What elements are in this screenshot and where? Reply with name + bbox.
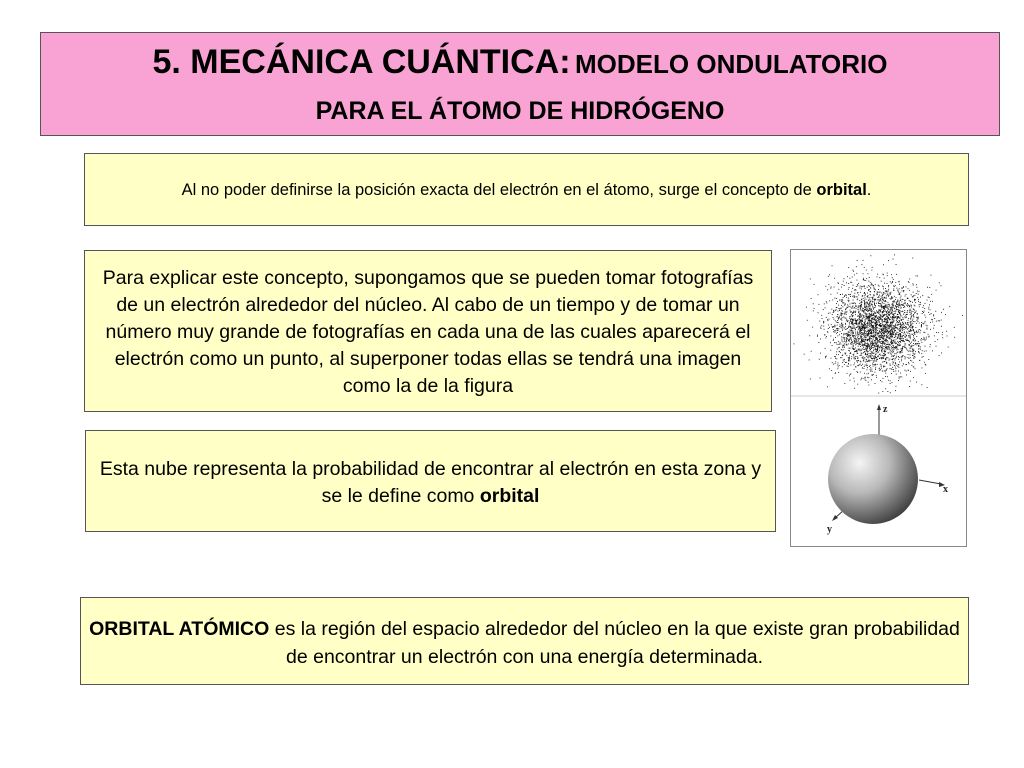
intro-text-before: Al no poder definirse la posición exacta del electrón en el átomo, surge el concepto de — [181, 181, 817, 199]
definition-box — [80, 597, 969, 685]
explanation-box — [84, 250, 772, 412]
z-axis-arrow — [877, 404, 881, 410]
intro-text-after: . — [866, 181, 872, 199]
title-banner — [40, 32, 1000, 136]
definition-body: es la región del espacio alrededor del núcleo en la que existe gran probabilidad de encontrar un electrón con una energía determinada. — [269, 618, 960, 668]
definition-text — [87, 615, 962, 671]
cloud-bold-term: orbital — [479, 485, 540, 507]
intro-box — [84, 153, 969, 226]
sphere-diagram — [827, 404, 948, 535]
title-main: 5. MECÁNICA CUÁNTICA: — [152, 43, 571, 81]
electron-cloud — [794, 254, 963, 393]
axis-x-label: x — [943, 484, 948, 495]
orbital-sphere — [828, 434, 918, 524]
explanation-text: Para explicar este concepto, supongamos que se pueden tomar fotografías de un electrón alrededor del núcleo. Al cabo de un tiempo y de tomar un número muy grande de fotografías en cada una de las cuales aparecerá el electrón como un punto, al superponer todas ellas se tendrá una imagen como la de la figura — [102, 267, 754, 397]
cloud-text — [92, 456, 769, 510]
intro-bold-term: orbital — [816, 181, 867, 199]
title-line-2: PARA EL ÁTOMO DE HIDRÓGENO — [315, 97, 725, 125]
x-axis-line — [919, 480, 941, 484]
orbital-figure-svg — [791, 250, 966, 546]
cloud-text-body: Esta nube representa la probabilidad de encontrar al electrón en esta zona y se le define como — [99, 458, 762, 507]
axis-y-label: y — [827, 524, 832, 535]
intro-text — [85, 180, 968, 200]
orbital-figure — [790, 249, 967, 547]
page-title — [41, 43, 999, 82]
axis-z-label: z — [883, 404, 888, 415]
title-subtitle: MODELO ONDULATORIO — [575, 49, 888, 79]
definition-term: ORBITAL ATÓMICO — [89, 618, 270, 640]
cloud-box — [85, 430, 776, 532]
